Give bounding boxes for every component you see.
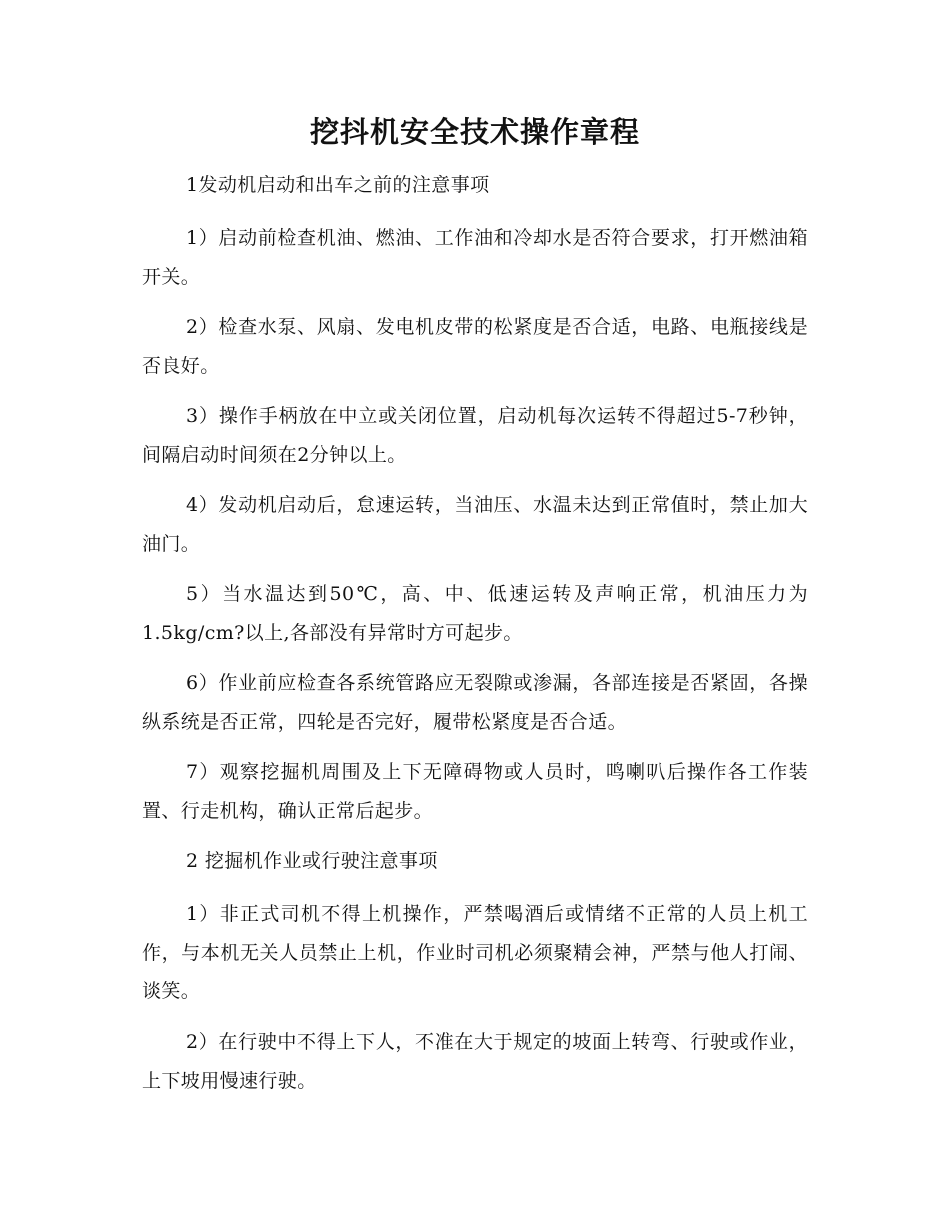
section-heading-operation: 2 挖掘机作业或行驶注意事项 — [186, 850, 438, 872]
paragraph-water-temperature: 5）当水温达到50℃，高、中、低速运转及声响正常，机油压力为1.5kg/cm?以上,各部没有异常时方可起步。 — [142, 583, 808, 644]
paragraph-observe-surroundings: 7）观察挖掘机周围及上下无障碍物或人员时，鸣喇叭后操作各工作装置、行走机构，确认正常后起步。 — [142, 761, 808, 822]
paragraph-check-oil: 1）启动前检查机油、燃油、工作油和冷却水是否符合要求，打开燃油箱开关。 — [142, 227, 808, 288]
paragraph-handle-position: 3）操作手柄放在中立或关闭位置，启动机每次运转不得超过5-7秒钟，间隔启动时间须在2分钟以上。 — [142, 405, 808, 466]
section-heading-startup: 1发动机启动和出车之前的注意事项 — [186, 174, 490, 196]
paragraph-authorized-driver: 1）非正式司机不得上机操作，严禁喝酒后或情绪不正常的人员上机工作，与本机无关人员禁止上机，作业时司机必须聚精会神，严禁与他人打闹、谈笑。 — [142, 903, 808, 1002]
paragraph-travel-rules: 2）在行驶中不得上下人，不准在大于规定的坡面上转弯、行驶或作业，上下坡用慢速行驶。 — [142, 1031, 808, 1092]
paragraph-idle-warmup: 4）发动机启动后，怠速运转，当油压、水温未达到正常值时，禁止加大油门。 — [142, 494, 808, 555]
paragraph-pre-operation-check: 6）作业前应检查各系统管路应无裂隙或渗漏，各部连接是否紧固，各操纵系统是否正常，四轮是否完好，履带松紧度是否合适。 — [142, 672, 808, 733]
paragraph-check-pump-belts: 2）检查水泵、风扇、发电机皮带的松紧度是否合适，电路、电瓶接线是否良好。 — [142, 316, 808, 377]
document-title: 挖抖机安全技术操作章程 — [309, 115, 640, 149]
